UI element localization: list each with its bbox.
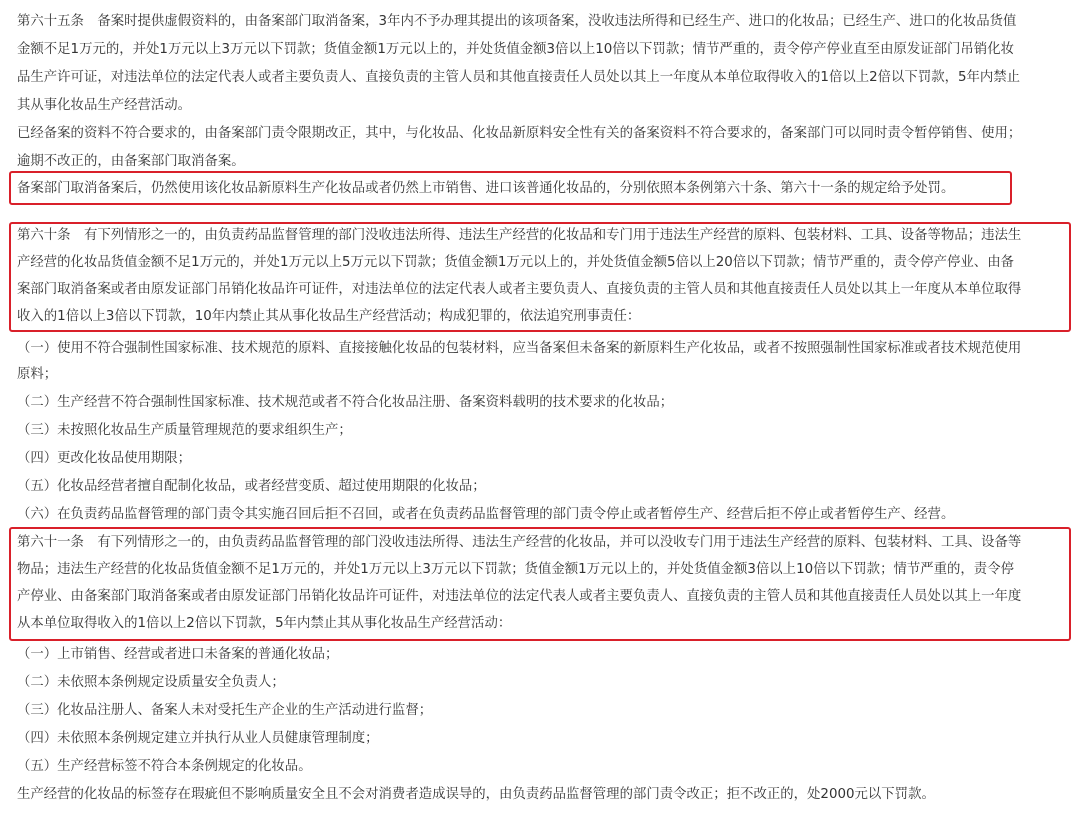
article-60-item: （三）未按照化妆品生产质量管理规范的要求组织生产；: [17, 423, 352, 438]
article-65-highlighted-paragraph: 备案部门取消备案后，仍然使用该化妆品新原料生产化妆品或者仍然上市销售、进口该普通化妆品的，分别依照本条例第六十条、第六十一条的规定给予处罚。: [17, 181, 955, 196]
article-61-item: （五）生产经营标签不符合本条例规定的化妆品。: [17, 759, 312, 774]
article-61-item: （三）化妆品注册人、备案人未对受托生产企业的生产活动进行监督；: [17, 703, 433, 718]
article-60-item: （二）生产经营不符合强制性国家标准、技术规范或者不符合化妆品注册、备案资料载明的技术要求的化妆品；: [17, 395, 674, 410]
article-60-item: （五）化妆品经营者擅自配制化妆品，或者经营变质、超过使用期限的化妆品；: [17, 479, 486, 494]
article-60-item: （六）在负责药品监督管理的部门责令其实施召回后拒不召回，或者在负责药品监督管理的部门责令停止或者暂停生产、经营后拒不停止或者暂停生产、经营。: [17, 507, 955, 522]
article-65-line: 第六十五条 备案时提供虚假资料的，由备案部门取消备案，3年内不予办理其提出的该项备案，没收违法所得和已经生产、进口的化妆品；已经生产、进口的化妆品货值: [17, 14, 1017, 29]
article-61-line: 物品；违法生产经营的化妆品货值金额不足1万元的，并处1万元以上3万元以下罚款；货值金额1万元以上的，并处货值金额3倍以上10倍以下罚款；情节严重的，责令停: [17, 562, 1014, 577]
article-61-line: 产停业、由备案部门取消备案或者由原发证部门吊销化妆品许可证件，对违法单位的法定代表人或者主要负责人、直接负责的主管人员和其他直接责任人员处以其上一年度: [17, 589, 1022, 604]
article-60-item: （四）更改化妆品使用期限；: [17, 451, 192, 466]
article-65-line: 其从事化妆品生产经营活动。: [17, 98, 192, 113]
article-65-line: 金额不足1万元的，并处1万元以上3万元以下罚款；货值金额1万元以上的，并处货值金额3倍以上10倍以下罚款；情节严重的，责令停产停业直至由原发证部门吊销化妆: [17, 42, 1014, 57]
article-60-line: 第六十条 有下列情形之一的，由负责药品监督管理的部门没收违法所得、违法生产经营的化妆品和专门用于违法生产经营的原料、包装材料、工具、设备等物品；违法生: [17, 228, 1022, 243]
article-61-line: 第六十一条 有下列情形之一的，由负责药品监督管理的部门没收违法所得、违法生产经营的化妆品，并可以没收专门用于违法生产经营的原料、包装材料、工具、设备等: [17, 535, 1022, 550]
article-61-line: 从本单位取得收入的1倍以上2倍以下罚款，5年内禁止其从事化妆品生产经营活动：: [17, 616, 512, 631]
article-65-line: 逾期不改正的，由备案部门取消备案。: [17, 154, 245, 169]
article-61-item: （四）未依照本条例规定建立并执行从业人员健康管理制度；: [17, 731, 379, 746]
article-61-item: （二）未依照本条例规定设质量安全负责人；: [17, 675, 285, 690]
article-60-line: 案部门取消备案或者由原发证部门吊销化妆品许可证件，对违法单位的法定代表人或者主要负责人、直接负责的主管人员和其他直接责任人员处以其上一年度从本单位取得: [17, 282, 1022, 297]
article-60-line: 产经营的化妆品货值金额不足1万元的，并处1万元以上5万元以下罚款；货值金额1万元以上的，并处货值金额5倍以上20倍以下罚款；情节严重的，责令停产停业、由备: [17, 255, 1014, 270]
article-61-tail-paragraph: 生产经营的化妆品的标签存在瑕疵但不影响质量安全且不会对消费者造成误导的，由负责药品监督管理的部门责令改正；拒不改正的，处2000元以下罚款。: [17, 787, 935, 802]
article-61-item: （一）上市销售、经营或者进口未备案的普通化妆品；: [17, 647, 339, 662]
article-65-line: 品生产许可证，对违法单位的法定代表人或者主要负责人、直接负责的主管人员和其他直接责任人员处以其上一年度从本单位取得收入的1倍以上2倍以下罚款，5年内禁止: [17, 70, 1021, 85]
article-65-line: 已经备案的资料不符合要求的，由备案部门责令限期改正，其中，与化妆品、化妆品新原料安全性有关的备案资料不符合要求的，备案部门可以同时责令暂停销售、使用；: [17, 126, 1022, 141]
article-60-item: （一）使用不符合强制性国家标准、技术规范的原料、直接接触化妆品的包装材料，应当备案但未备案的新原料生产化妆品，或者不按照强制性国家标准或者技术规范使用: [17, 341, 1022, 356]
article-60-line: 收入的1倍以上3倍以下罚款，10年内禁止其从事化妆品生产经营活动；构成犯罪的，依法追究刑事责任：: [17, 309, 641, 324]
article-60-item: 原料；: [17, 367, 58, 382]
